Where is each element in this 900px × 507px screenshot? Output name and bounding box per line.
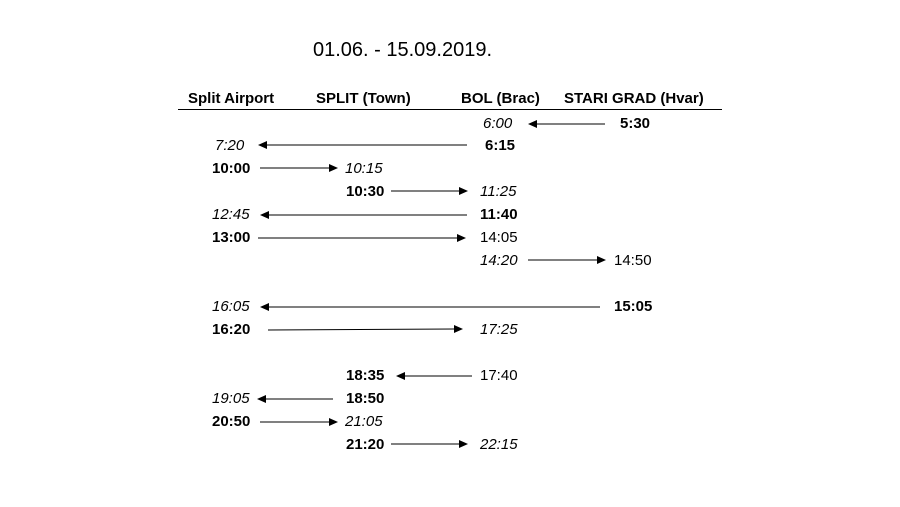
departure-time: 10:00 [212,160,251,177]
right-arrow-icon [268,325,463,333]
arrival-time: 10:15 [345,160,383,177]
departure-time: 10:30 [346,183,385,200]
left-arrow-icon [528,120,605,128]
departure-time: 13:00 [212,229,251,246]
arrival-time: 14:05 [480,229,518,246]
departure-time: 16:20 [212,321,251,338]
arrival-time: 19:05 [212,390,250,407]
departure-time: 21:20 [346,436,385,453]
left-arrow-icon [260,211,467,219]
arrival-time: 21:05 [345,413,383,430]
schedule-period-title: 01.06. - 15.09.2019. [313,39,493,61]
departure-time: 18:50 [346,390,385,407]
left-arrow-icon [260,303,600,311]
arrival-time: 17:25 [480,321,518,338]
arrival-time: 16:05 [212,298,250,315]
right-arrow-icon [260,418,338,426]
left-arrow-icon [396,372,472,380]
right-arrow-icon [528,256,606,264]
right-arrow-icon [258,234,466,242]
column-header-stari-grad-hvar: STARI GRAD (Hvar) [564,90,704,107]
left-arrow-icon [257,395,333,403]
column-header-split-town: SPLIT (Town) [316,90,411,107]
arrival-time: 7:20 [215,137,245,154]
departure-time: 11:40 [480,206,518,223]
arrival-time: 18:35 [346,367,385,384]
right-arrow-icon [260,164,338,172]
arrival-time: 22:15 [480,436,518,453]
arrival-time: 14:50 [614,252,652,269]
departure-time: 14:20 [480,252,518,269]
right-arrow-icon [391,187,468,195]
arrival-time: 11:25 [480,183,517,200]
arrival-time: 12:45 [212,206,250,223]
departure-time: 20:50 [212,413,251,430]
departure-time: 15:05 [614,298,653,315]
column-header-bol-brac: BOL (Brac) [461,90,540,107]
left-arrow-icon [258,141,467,149]
departure-time: 5:30 [620,115,651,132]
departure-time: 6:15 [485,137,516,154]
right-arrow-icon [391,440,468,448]
arrival-time: 6:00 [483,115,513,132]
departure-time: 17:40 [480,367,518,384]
column-header-split-airport: Split Airport [188,90,275,107]
